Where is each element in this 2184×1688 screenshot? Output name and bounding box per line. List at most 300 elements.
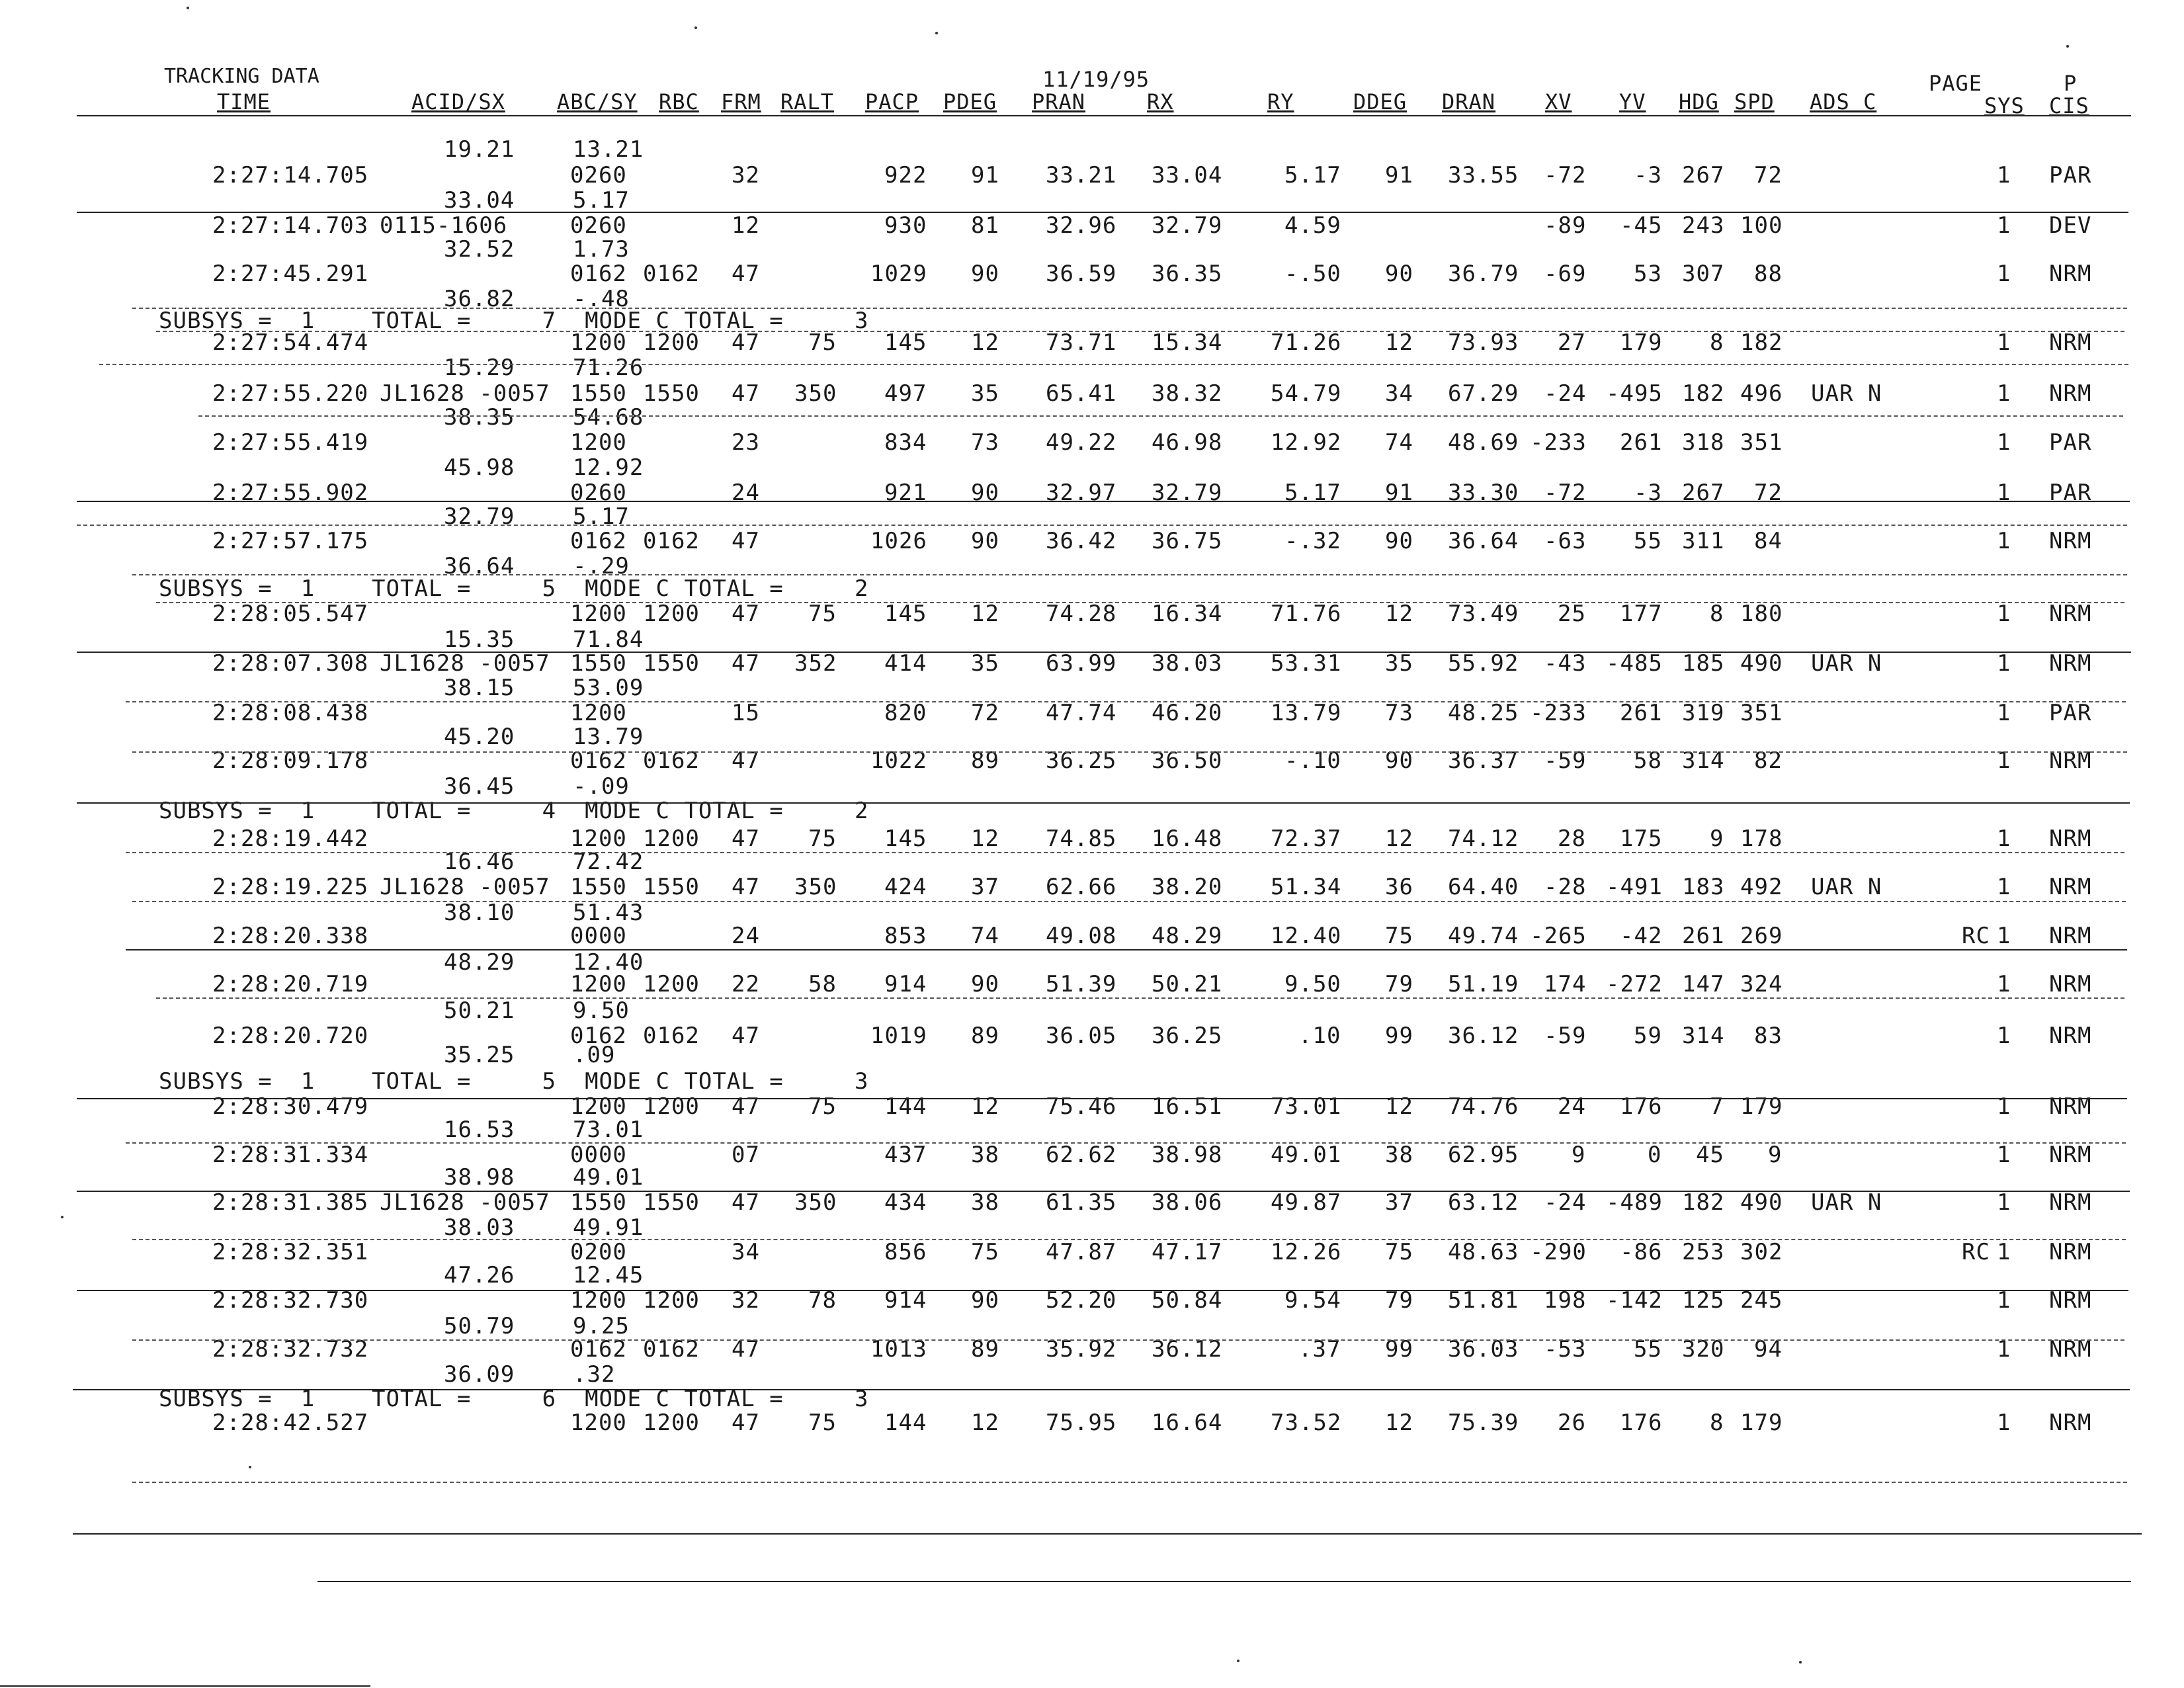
track-ry-cell: 12.26 (1271, 1239, 1342, 1265)
track-dran-cell: 36.37 (1448, 747, 1519, 774)
track-abc-cell: 1550 (570, 1189, 627, 1216)
track-dran-cell: 36.03 (1448, 1336, 1519, 1363)
track-spd-cell: 179 (1740, 1093, 1783, 1120)
offset-sx-cell: 15.29 (444, 355, 515, 381)
offset-sy-cell: 9.50 (573, 997, 630, 1024)
track-dran-cell: 49.74 (1448, 923, 1519, 949)
track-xv-cell: 26 (1558, 1410, 1586, 1436)
track-sys-cell: 1 (1997, 923, 2011, 949)
ruled-line (126, 949, 2127, 950)
track-hdg-cell: 318 (1682, 429, 1725, 456)
track-cis-cell: NRM (2049, 874, 2092, 900)
track-frm-cell: 47 (732, 1093, 760, 1120)
offset-sy-cell: 5.17 (573, 187, 630, 214)
track-xv-cell: -233 (1530, 700, 1587, 726)
track-abc-cell: 1200 (570, 429, 627, 456)
track-spd-cell: 490 (1740, 1189, 1783, 1216)
track-frm-cell: 32 (732, 162, 760, 189)
offset-sy-cell: .09 (573, 1042, 616, 1068)
offset-sy-cell: 49.01 (573, 1164, 644, 1191)
track-xv-cell: -89 (1544, 212, 1587, 239)
track-pacp-cell: 497 (884, 380, 927, 407)
track-spd-cell: 182 (1740, 329, 1783, 356)
track-spd-cell: 269 (1740, 923, 1783, 949)
offset-sx-cell: 15.35 (444, 626, 515, 653)
track-hdg-cell: 9 (1710, 825, 1724, 852)
offset-sx-cell: 36.45 (444, 773, 515, 800)
offset-sx-cell: 33.04 (444, 187, 515, 214)
track-rbc-cell: 1550 (643, 874, 700, 900)
track-sys-cell: 1 (1997, 480, 2011, 506)
track-pacp-cell: 145 (884, 601, 927, 627)
track-pran-cell: 63.99 (1046, 650, 1117, 677)
track-xv-cell: -59 (1544, 1023, 1587, 1049)
track-ralt-cell: 75 (808, 1410, 837, 1436)
track-time-cell: 2:27:14.705 (212, 162, 369, 189)
track-pran-cell: 49.22 (1046, 429, 1117, 456)
track-xv-cell: 174 (1544, 971, 1587, 997)
track-ddeg-cell: 12 (1385, 601, 1413, 627)
track-ads-cell: UAR N (1811, 1189, 1882, 1216)
track-time-cell: 2:28:09.178 (212, 747, 369, 774)
ruled-line (132, 574, 2127, 575)
track-sys-cell: 1 (1997, 700, 2011, 726)
track-pacp-cell: 856 (884, 1239, 927, 1265)
track-pdeg-cell: 12 (971, 1093, 999, 1120)
track-pdeg-cell: 35 (971, 380, 999, 407)
offset-sx-cell: 48.29 (444, 949, 515, 976)
track-abc-cell: 0260 (570, 212, 627, 239)
track-time-cell: 2:27:55.902 (212, 480, 369, 506)
track-dran-cell: 48.69 (1448, 429, 1519, 456)
track-yv-cell: -491 (1606, 874, 1663, 900)
track-xv-cell: -265 (1530, 923, 1587, 949)
offset-sy-cell: 72.42 (573, 849, 644, 875)
track-ry-cell: -.10 (1284, 747, 1341, 774)
track-cis-cell: NRM (2049, 1287, 2092, 1314)
track-rbc-cell: 0162 (643, 261, 700, 287)
track-rbc-cell: 0162 (643, 1023, 700, 1049)
offset-sy-cell: -.48 (573, 286, 630, 312)
track-ads-cell: UAR N (1811, 650, 1882, 677)
track-pdeg-cell: 73 (971, 429, 999, 456)
track-rbc-cell: 1200 (643, 1287, 700, 1314)
track-ralt-cell: 75 (808, 329, 837, 356)
track-time-cell: 2:28:20.338 (212, 923, 369, 949)
offset-sy-cell: 13.21 (573, 136, 644, 163)
track-sysp-cell: RC (1962, 923, 1990, 949)
track-ddeg-cell: 75 (1385, 923, 1413, 949)
track-ddeg-cell: 79 (1385, 1287, 1413, 1314)
track-xv-cell: -24 (1544, 1189, 1587, 1216)
offset-sy-cell: 12.45 (573, 1262, 644, 1288)
track-cis-cell: NRM (2049, 1410, 2092, 1436)
track-abc-cell: 0000 (570, 1142, 627, 1168)
track-cis-cell: NRM (2049, 825, 2092, 852)
track-rx-cell: 38.06 (1152, 1189, 1223, 1216)
column-header-hdg: HDG (1679, 89, 1719, 114)
track-ads-cell: UAR N (1811, 874, 1882, 900)
track-abc-cell: 1200 (570, 1410, 627, 1436)
track-pdeg-cell: 90 (971, 261, 999, 287)
track-hdg-cell: 7 (1710, 1093, 1724, 1120)
track-cis-cell: NRM (2049, 329, 2092, 356)
track-ry-cell: 71.26 (1271, 329, 1342, 356)
track-abc-cell: 0260 (570, 162, 627, 189)
track-cis-cell: NRM (2049, 650, 2092, 677)
track-rx-cell: 36.25 (1152, 1023, 1223, 1049)
offset-sy-cell: -.09 (573, 773, 630, 800)
track-time-cell: 2:27:57.175 (212, 528, 369, 554)
track-dran-cell: 33.30 (1448, 480, 1519, 506)
track-pdeg-cell: 89 (971, 747, 999, 774)
track-dran-cell: 73.49 (1448, 601, 1519, 627)
track-xv-cell: 28 (1558, 825, 1586, 852)
track-abc-cell: 0162 (570, 1023, 627, 1049)
track-ry-cell: 12.92 (1271, 429, 1342, 456)
offset-sy-cell: 12.92 (573, 454, 644, 481)
track-cis-cell: NRM (2049, 380, 2092, 407)
offset-sx-cell: 19.21 (444, 136, 515, 163)
track-pacp-cell: 1022 (870, 747, 927, 774)
track-sys-cell: 1 (1997, 1189, 2011, 1216)
track-rbc-cell: 1550 (643, 380, 700, 407)
track-xv-cell: 24 (1558, 1093, 1586, 1120)
track-acid-cell: JL1628 -0057 (380, 650, 550, 677)
track-yv-cell: 53 (1634, 261, 1662, 287)
column-header-xv: XV (1545, 89, 1572, 114)
track-pdeg-cell: 37 (971, 874, 999, 900)
track-sys-cell: 1 (1997, 747, 2011, 774)
track-frm-cell: 23 (732, 429, 760, 456)
column-header-abc: ABC/SY (557, 89, 638, 114)
offset-sx-cell: 36.64 (444, 553, 515, 579)
track-hdg-cell: 311 (1682, 528, 1725, 554)
track-hdg-cell: 267 (1682, 480, 1725, 506)
track-xv-cell: -72 (1544, 480, 1587, 506)
track-yv-cell: -489 (1606, 1189, 1663, 1216)
track-sys-cell: 1 (1997, 1410, 2011, 1436)
track-ry-cell: 5.17 (1284, 162, 1341, 189)
track-pran-cell: 65.41 (1046, 380, 1117, 407)
track-sys-cell: 1 (1997, 429, 2011, 456)
track-rbc-cell: 1550 (643, 650, 700, 677)
track-ry-cell: 49.01 (1271, 1142, 1342, 1168)
track-frm-cell: 47 (732, 528, 760, 554)
subsystem-summary: SUBSYS = 1 TOTAL = 5 MODE C TOTAL = 3 (159, 1068, 869, 1095)
offset-sy-cell: 54.68 (573, 404, 644, 431)
track-hdg-cell: 182 (1682, 1189, 1725, 1216)
track-pacp-cell: 922 (884, 162, 927, 189)
track-yv-cell: 179 (1620, 329, 1663, 356)
track-dran-cell: 73.93 (1448, 329, 1519, 356)
track-yv-cell: 177 (1620, 601, 1663, 627)
offset-sx-cell: 35.25 (444, 1042, 515, 1068)
track-rbc-cell: 1200 (643, 329, 700, 356)
column-header-dran: DRAN (1442, 89, 1496, 114)
track-ddeg-cell: 99 (1385, 1336, 1413, 1363)
track-hdg-cell: 125 (1682, 1287, 1725, 1314)
track-abc-cell: 1200 (570, 1287, 627, 1314)
ruled-line (77, 1098, 2127, 1099)
track-rbc-cell: 1200 (643, 601, 700, 627)
track-sys-cell: 1 (1997, 971, 2011, 997)
track-ry-cell: 4.59 (1284, 212, 1341, 239)
track-ddeg-cell: 12 (1385, 825, 1413, 852)
track-time-cell: 2:28:05.547 (212, 601, 369, 627)
track-time-cell: 2:28:31.334 (212, 1142, 369, 1168)
track-dran-cell: 36.12 (1448, 1023, 1519, 1049)
track-pacp-cell: 1019 (870, 1023, 927, 1049)
ruled-line (198, 415, 2123, 417)
track-rx-cell: 16.64 (1152, 1410, 1223, 1436)
offset-sx-cell: 38.03 (444, 1214, 515, 1241)
track-pran-cell: 61.35 (1046, 1189, 1117, 1216)
track-ralt-cell: 350 (794, 1189, 837, 1216)
track-frm-cell: 47 (732, 650, 760, 677)
track-ddeg-cell: 37 (1385, 1189, 1413, 1216)
track-rx-cell: 38.20 (1152, 874, 1223, 900)
track-abc-cell: 0162 (570, 261, 627, 287)
track-frm-cell: 47 (732, 1023, 760, 1049)
ruled-line (132, 1239, 2126, 1240)
track-ddeg-cell: 99 (1385, 1023, 1413, 1049)
offset-sy-cell: 12.40 (573, 949, 644, 976)
offset-sx-cell: 38.98 (444, 1164, 515, 1191)
track-spd-cell: 100 (1740, 212, 1783, 239)
track-pdeg-cell: 74 (971, 923, 999, 949)
track-spd-cell: 324 (1740, 971, 1783, 997)
track-time-cell: 2:27:55.419 (212, 429, 369, 456)
track-abc-cell: 0162 (570, 528, 627, 554)
track-ry-cell: -.32 (1284, 528, 1341, 554)
offset-sx-cell: 16.53 (444, 1117, 515, 1143)
offset-sy-cell: 9.25 (573, 1313, 630, 1339)
track-rx-cell: 38.03 (1152, 650, 1223, 677)
track-frm-cell: 47 (732, 329, 760, 356)
track-hdg-cell: 243 (1682, 212, 1725, 239)
track-cis-cell: DEV (2049, 212, 2092, 239)
track-ddeg-cell: 91 (1385, 480, 1413, 506)
track-ddeg-cell: 90 (1385, 747, 1413, 774)
track-cis-cell: NRM (2049, 971, 2092, 997)
track-pacp-cell: 414 (884, 650, 927, 677)
offset-sx-cell: 16.46 (444, 849, 515, 875)
track-pran-cell: 36.25 (1046, 747, 1117, 774)
track-ry-cell: -.50 (1284, 261, 1341, 287)
column-header-rx: RX (1147, 89, 1174, 114)
column-header-time: TIME (217, 89, 271, 114)
ruled-line (77, 802, 2130, 804)
track-dran-cell: 64.40 (1448, 874, 1519, 900)
track-ry-cell: .37 (1298, 1336, 1341, 1363)
track-yv-cell: -3 (1634, 480, 1662, 506)
ruled-line (132, 1339, 2124, 1341)
track-ddeg-cell: 74 (1385, 429, 1413, 456)
track-ddeg-cell: 75 (1385, 1239, 1413, 1265)
track-rx-cell: 36.75 (1152, 528, 1223, 554)
track-hdg-cell: 8 (1710, 329, 1724, 356)
track-pran-cell: 74.85 (1046, 825, 1117, 852)
subsystem-summary: SUBSYS = 1 TOTAL = 6 MODE C TOTAL = 3 (159, 1386, 869, 1412)
track-pdeg-cell: 12 (971, 1410, 999, 1436)
track-spd-cell: 490 (1740, 650, 1783, 677)
track-rbc-cell: 0162 (643, 1336, 700, 1363)
track-pran-cell: 62.66 (1046, 874, 1117, 900)
track-rx-cell: 36.35 (1152, 261, 1223, 287)
track-spd-cell: 492 (1740, 874, 1783, 900)
track-cis-cell: NRM (2049, 1023, 2092, 1049)
column-header-sys: SYS (1984, 93, 2025, 118)
track-ry-cell: .10 (1298, 1023, 1341, 1049)
track-time-cell: 2:27:55.220 (212, 380, 369, 407)
track-pacp-cell: 914 (884, 1287, 927, 1314)
track-pdeg-cell: 91 (971, 162, 999, 189)
track-sys-cell: 1 (1997, 650, 2011, 677)
track-frm-cell: 47 (732, 380, 760, 407)
track-hdg-cell: 314 (1682, 1023, 1725, 1049)
track-pran-cell: 36.59 (1046, 261, 1117, 287)
track-rbc-cell: 1200 (643, 1410, 700, 1436)
track-time-cell: 2:27:45.291 (212, 261, 369, 287)
offset-sx-cell: 32.79 (444, 503, 515, 530)
track-ry-cell: 71.76 (1271, 601, 1342, 627)
track-rbc-cell: 0162 (643, 747, 700, 774)
track-ralt-cell: 75 (808, 601, 837, 627)
track-time-cell: 2:28:32.351 (212, 1239, 369, 1265)
ruled-line (132, 751, 2127, 753)
track-pran-cell: 74.28 (1046, 601, 1117, 627)
track-spd-cell: 72 (1754, 480, 1783, 506)
track-ddeg-cell: 73 (1385, 700, 1413, 726)
track-ralt-cell: 350 (794, 874, 837, 900)
track-yv-cell: 59 (1634, 1023, 1662, 1049)
track-pran-cell: 62.62 (1046, 1142, 1117, 1168)
track-cis-cell: PAR (2049, 700, 2092, 726)
track-sys-cell: 1 (1997, 601, 2011, 627)
track-rx-cell: 16.34 (1152, 601, 1223, 627)
track-sys-cell: 1 (1997, 528, 2011, 554)
track-ry-cell: 51.34 (1271, 874, 1342, 900)
track-pdeg-cell: 72 (971, 700, 999, 726)
track-ry-cell: 13.79 (1271, 700, 1342, 726)
track-xv-cell: 27 (1558, 329, 1586, 356)
track-sys-cell: 1 (1997, 1093, 2011, 1120)
offset-sy-cell: 71.26 (573, 355, 644, 381)
track-pran-cell: 51.39 (1046, 971, 1117, 997)
track-frm-cell: 32 (732, 1287, 760, 1314)
track-pacp-cell: 437 (884, 1142, 927, 1168)
ruled-line (77, 212, 2128, 213)
track-ads-cell: UAR N (1811, 380, 1882, 407)
track-ddeg-cell: 38 (1385, 1142, 1413, 1168)
ruled-line (132, 901, 2126, 902)
track-xv-cell: -63 (1544, 528, 1587, 554)
track-dran-cell: 63.12 (1448, 1189, 1519, 1216)
track-pacp-cell: 434 (884, 1189, 927, 1216)
track-pdeg-cell: 90 (971, 1287, 999, 1314)
track-yv-cell: -142 (1606, 1287, 1663, 1314)
track-xv-cell: -59 (1544, 747, 1587, 774)
track-sys-cell: 1 (1997, 1287, 2011, 1314)
track-cis-cell: NRM (2049, 1189, 2092, 1216)
offset-sy-cell: 53.09 (573, 675, 644, 701)
track-frm-cell: 47 (732, 601, 760, 627)
track-ralt-cell: 352 (794, 650, 837, 677)
report-date: 11/19/95 (1042, 67, 1150, 92)
track-time-cell: 2:28:20.720 (212, 1023, 369, 1049)
track-hdg-cell: 253 (1682, 1239, 1725, 1265)
track-cis-cell: NRM (2049, 261, 2092, 287)
track-spd-cell: 302 (1740, 1239, 1783, 1265)
offset-sx-cell: 50.21 (444, 997, 515, 1024)
track-rbc-cell: 1200 (643, 825, 700, 852)
track-pdeg-cell: 90 (971, 480, 999, 506)
track-rx-cell: 16.51 (1152, 1093, 1223, 1120)
track-pacp-cell: 834 (884, 429, 927, 456)
track-yv-cell: 176 (1620, 1093, 1663, 1120)
track-cis-cell: NRM (2049, 1093, 2092, 1120)
track-yv-cell: 175 (1620, 825, 1663, 852)
track-pdeg-cell: 89 (971, 1336, 999, 1363)
print-speck (935, 32, 938, 34)
track-rbc-cell: 1200 (643, 971, 700, 997)
track-spd-cell: 496 (1740, 380, 1783, 407)
track-xv-cell: 9 (1572, 1142, 1586, 1168)
print-speck (1237, 1660, 1239, 1662)
track-frm-cell: 22 (732, 971, 760, 997)
track-xv-cell: -72 (1544, 162, 1587, 189)
track-ry-cell: 9.54 (1284, 1287, 1341, 1314)
track-yv-cell: -485 (1606, 650, 1663, 677)
track-dran-cell: 74.12 (1448, 825, 1519, 852)
track-sys-cell: 1 (1997, 261, 2011, 287)
offset-sy-cell: 71.84 (573, 626, 644, 653)
print-speck (187, 7, 189, 9)
track-ralt-cell: 78 (808, 1287, 837, 1314)
column-header-rbc: RBC (659, 89, 699, 114)
track-pacp-cell: 145 (884, 329, 927, 356)
track-rx-cell: 33.04 (1152, 162, 1223, 189)
track-ry-cell: 5.17 (1284, 480, 1341, 506)
ruled-line (77, 501, 2130, 502)
track-frm-cell: 34 (732, 1239, 760, 1265)
track-ry-cell: 12.40 (1271, 923, 1342, 949)
track-rx-cell: 48.29 (1152, 923, 1223, 949)
track-abc-cell: 1200 (570, 825, 627, 852)
track-acid-cell: 0115-1606 (380, 212, 508, 239)
offset-sx-cell: 36.09 (444, 1361, 515, 1388)
offset-sy-cell: 49.91 (573, 1214, 644, 1241)
track-rx-cell: 47.17 (1152, 1239, 1223, 1265)
print-speck (694, 26, 697, 29)
track-rx-cell: 50.84 (1152, 1287, 1223, 1314)
track-abc-cell: 0200 (570, 1239, 627, 1265)
track-cis-cell: NRM (2049, 747, 2092, 774)
track-frm-cell: 47 (732, 1336, 760, 1363)
track-pran-cell: 52.20 (1046, 1287, 1117, 1314)
track-ry-cell: 53.31 (1271, 650, 1342, 677)
track-rx-cell: 36.12 (1152, 1336, 1223, 1363)
track-pran-cell: 75.46 (1046, 1093, 1117, 1120)
track-spd-cell: 9 (1768, 1142, 1783, 1168)
track-hdg-cell: 45 (1696, 1142, 1724, 1168)
track-ry-cell: 73.52 (1271, 1410, 1342, 1436)
ruled-line (132, 1482, 2127, 1483)
track-dran-cell: 62.95 (1448, 1142, 1519, 1168)
ruled-line (99, 364, 2128, 365)
column-header-frm: FRM (721, 89, 761, 114)
